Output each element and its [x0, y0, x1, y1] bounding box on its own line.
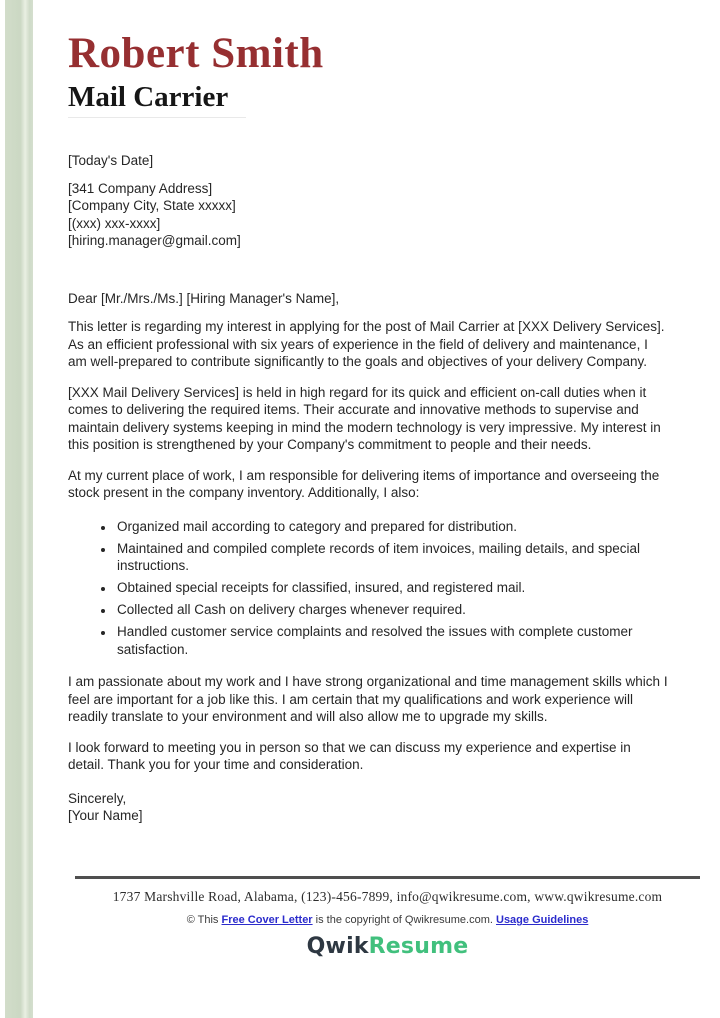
paragraph-company-praise: [XXX Mail Delivery Services] is held in high regard for its quick and efficient on-call duties when it comes to delivering the required items. Their accurate and innovative methods to supervise and maintain delivery systems keeping in mind the modern technology is very impressive. My interest in this position is strengthened by your Company's commitment to people and their needs.	[68, 384, 661, 453]
paragraph-current-role: At my current place of work, I am responsible for delivering items of importance and overseeing the stock present in the company inventory. Additionally, I also:	[68, 467, 660, 501]
list-item: • Organized mail according to category and prepared for distribution.	[115, 518, 669, 536]
signoff: Sincerely,	[68, 790, 127, 806]
address-line: [hiring.manager@gmail.com]	[68, 233, 241, 249]
duties-list	[68, 518, 669, 659]
address-line: [Company City, State xxxxx]	[68, 198, 236, 214]
signature-placeholder: [Your Name]	[68, 808, 143, 824]
paragraph-skills: I am passionate about my work and I have strong organizational and time management skills which I feel are important for a job like this. I am certain that my qualifications and work experience will readily translate to your environment and will also allow me to upgrade my skills.	[68, 674, 668, 725]
paragraph-intro: This letter is regarding my interest in applying for the post of Mail Carrier at [XXX Delivery Services]. As an efficient professional with six years of experience in the field of delivery and maintenance, I am well-prepared to contribute significantly to the goals and objectives of your delivery Company.	[68, 319, 665, 370]
list-item: • Maintained and compiled complete records of item invoices, mailing details, and special instructions.	[115, 540, 669, 575]
qwikresume-logo[interactable]	[75, 934, 700, 959]
list-item: • Collected all Cash on delivery charges whenever required.	[115, 601, 669, 619]
footer-divider	[75, 876, 700, 879]
free-cover-letter-link[interactable]: Free Cover Letter	[221, 914, 313, 926]
footer-contact-line: 1737 Marshville Road, Alabama, (123)-456-7899, info@qwikresume.com, www.qwikresume.com	[112, 889, 663, 904]
page-footer	[75, 876, 700, 959]
paragraph-thanks: I look forward to meeting you in person so that we can discuss my experience and expertise in detail. Thank you for your time and consideration.	[68, 739, 631, 773]
job-title: Mail Carrier	[68, 82, 246, 118]
list-item: • Handled customer service complaints and resolved the issues with complete customer satisfaction.	[115, 623, 669, 658]
address-line: [341 Company Address]	[68, 180, 213, 196]
footer-copyright-line	[75, 914, 700, 926]
left-accent-strip	[5, 0, 33, 1018]
salutation: Dear [Mr./Mrs./Ms.] [Hiring Manager's Name],	[68, 290, 340, 306]
logo-resume-text: Resume	[368, 934, 469, 959]
copyright-text: © This	[186, 914, 222, 926]
usage-guidelines-link[interactable]: Usage Guidelines	[496, 914, 589, 926]
logo-qwik-text: Qwik	[306, 934, 369, 959]
address-line: [(xxx) xxx-xxxx]	[68, 215, 161, 231]
list-item: • Obtained special receipts for classified, insured, and registered mail.	[115, 579, 669, 597]
company-address-block	[68, 180, 669, 250]
copyright-text: is the copyright of Qwikresume.com.	[312, 914, 496, 926]
date-placeholder: [Today's Date]	[68, 153, 154, 169]
applicant-name: Robert Smith	[68, 30, 324, 77]
letter-content	[68, 0, 669, 825]
signoff-block	[68, 790, 669, 825]
